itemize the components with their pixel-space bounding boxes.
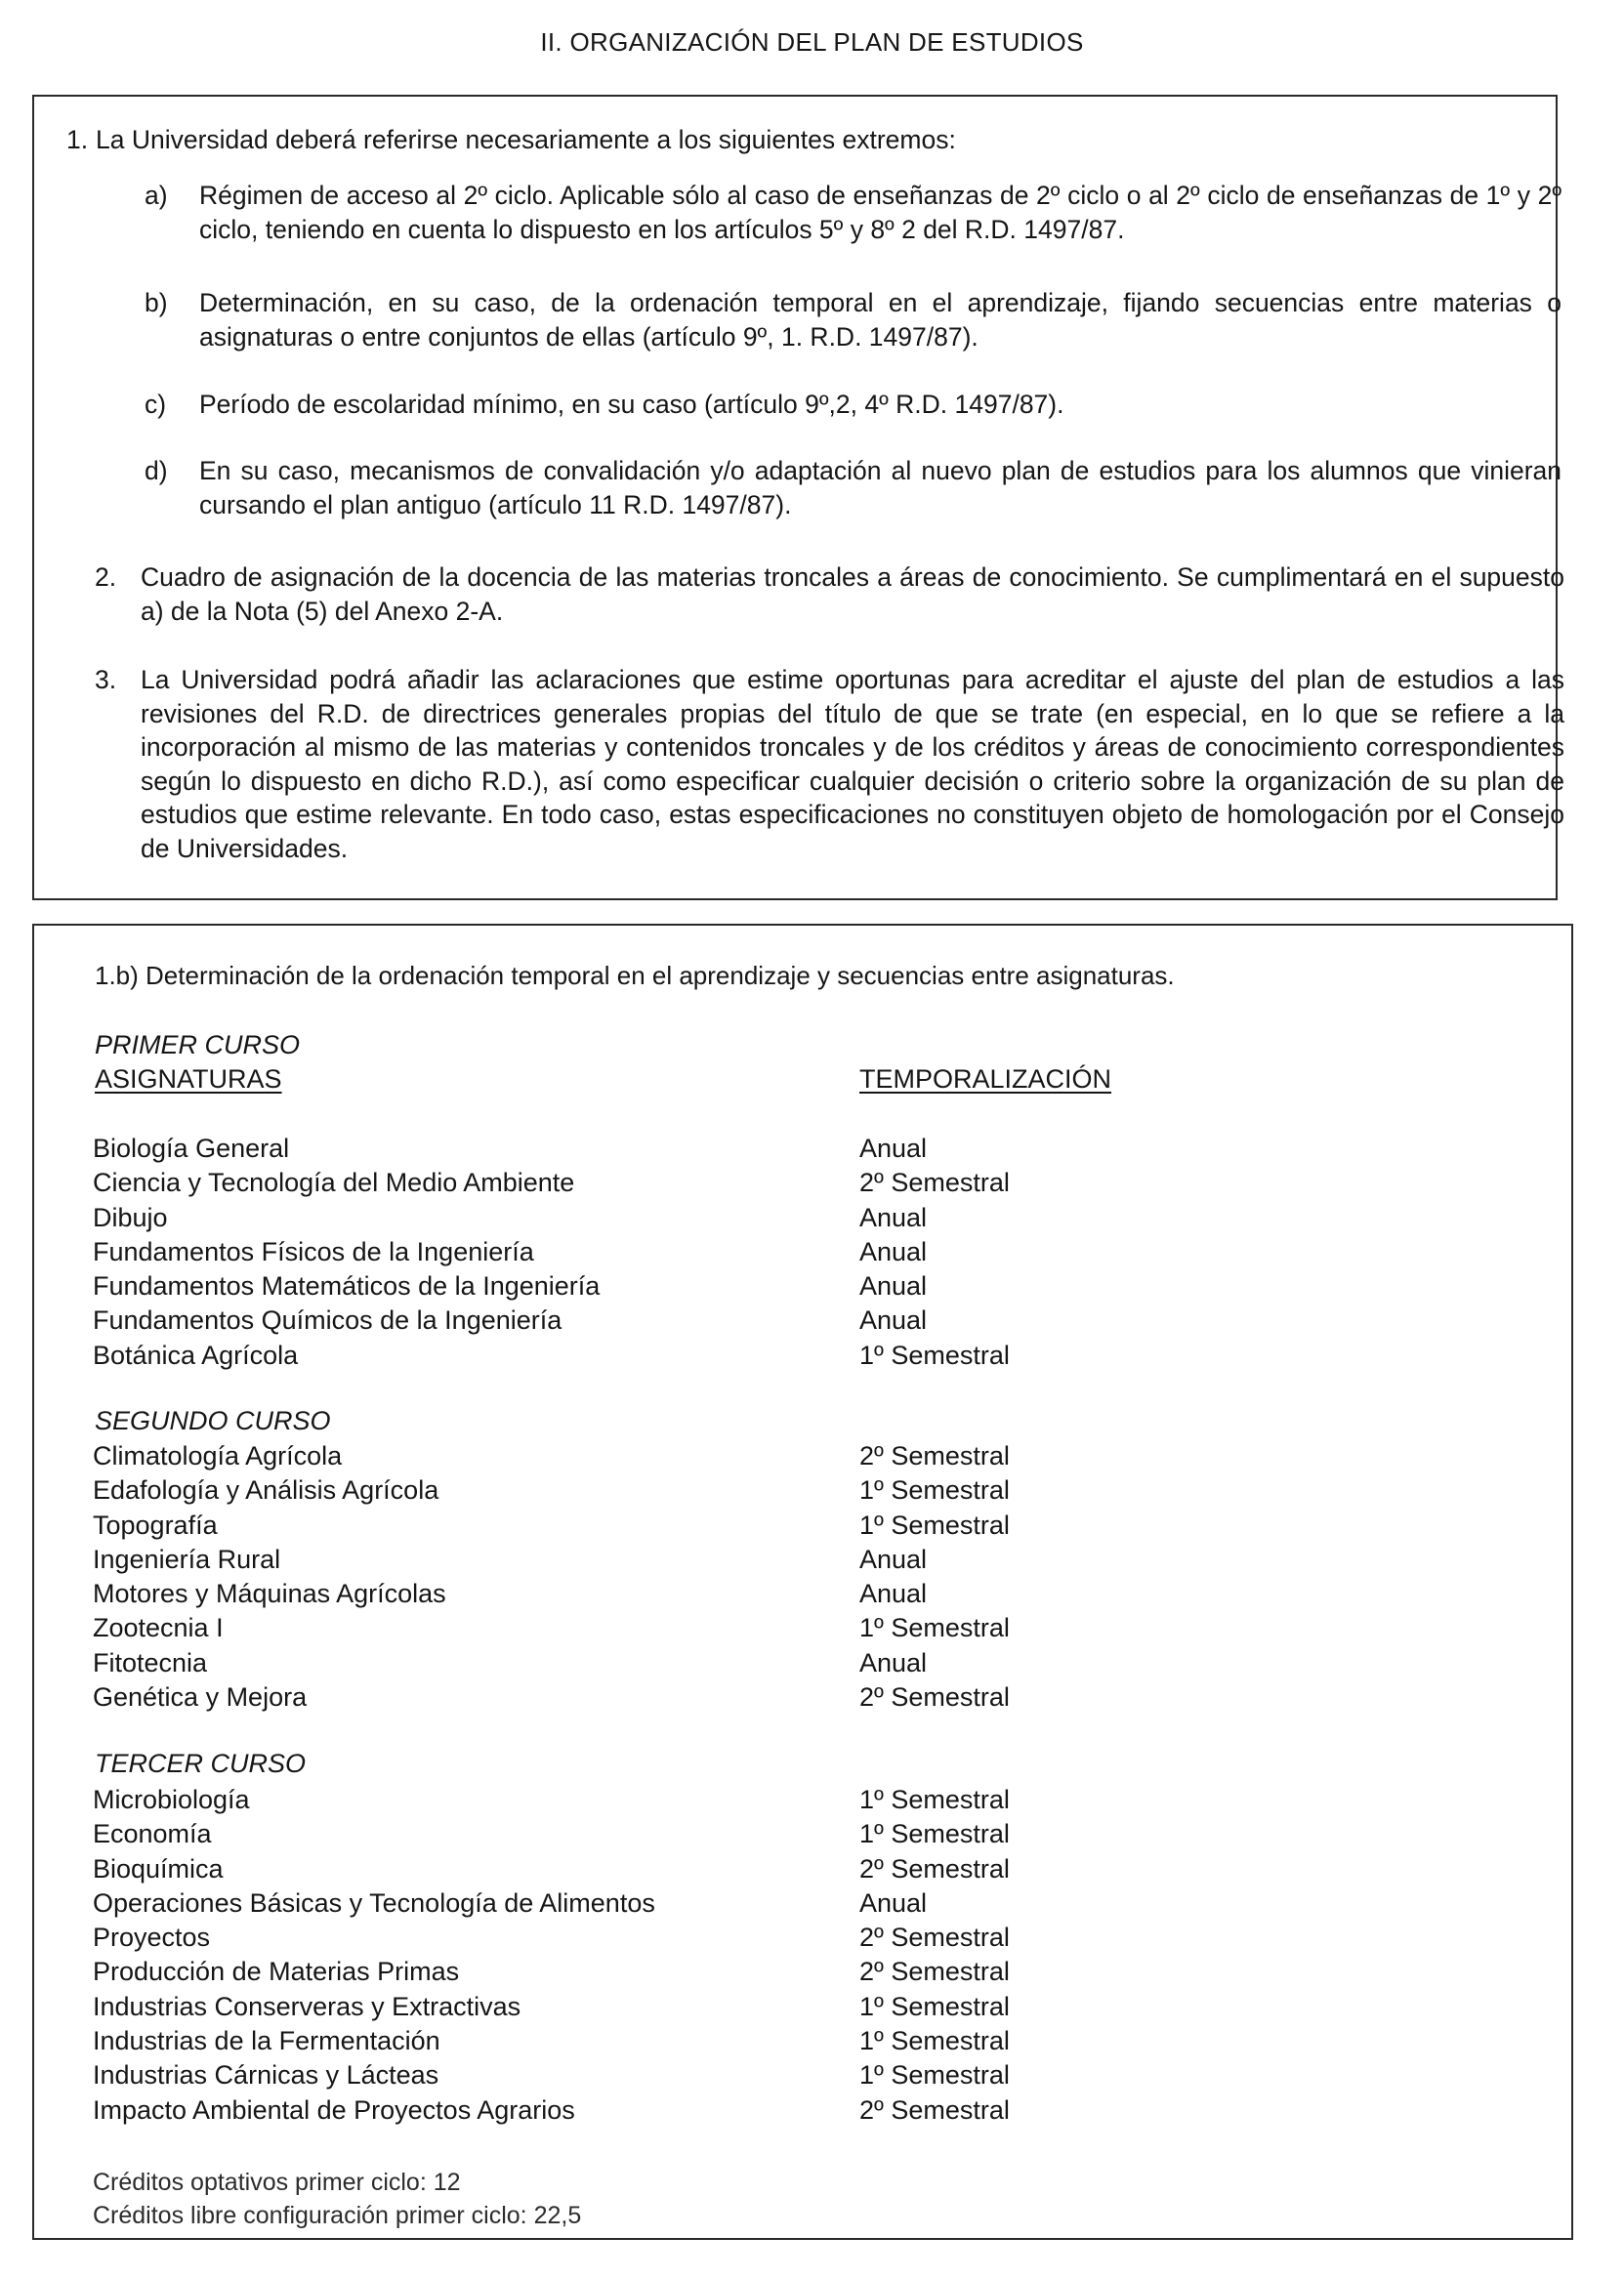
temporalizacion-cell: Anual — [859, 1236, 928, 1266]
asignatura-cell: Fundamentos Matemáticos de la Ingeniería — [93, 1271, 601, 1302]
temporalizacion-cell: 1º Semestral — [859, 1819, 1010, 1849]
subitem-text: Régimen de acceso al 2º ciclo. Aplicable sólo al caso de enseñanzas de 2º ciclo o al 2º ciclo de enseñanzas de 1º y 2º ciclo, teniendo en cuenta lo dispuesto en los artículos 5º y 8º 2 del R.D. 1497/87. — [199, 181, 1562, 244]
temporalizacion-cell: 2º Semestral — [859, 1923, 1010, 1953]
asignatura-cell: Topografía — [93, 1510, 218, 1540]
curso-title: PRIMER CURSO — [95, 1030, 301, 1059]
temporalizacion-cell: Anual — [859, 1647, 928, 1677]
item-text: Cuadro de asignación de la docencia de las materias troncales a áreas de conocimiento. Se cumplimentará en el supuesto a) de la Nota (5) del Anexo 2-A. — [141, 562, 1564, 626]
temporalizacion-cell: 1º Semestral — [859, 1510, 1010, 1540]
asignatura-cell: Economía — [93, 1819, 212, 1849]
temporalizacion-cell: Anual — [859, 1579, 928, 1609]
item-2 — [95, 560, 1564, 628]
temporalizacion-cell: 1º Semestral — [859, 1991, 1010, 2021]
column-header-asignaturas: ASIGNATURAS — [95, 1064, 282, 1094]
asignatura-cell: Bioquímica — [93, 1853, 224, 1884]
temporalizacion-cell: Anual — [859, 1271, 928, 1302]
item-number: 2. — [95, 562, 117, 592]
temporalizacion-cell: 1º Semestral — [859, 1785, 1010, 1814]
temporalizacion-cell: 2º Semestral — [859, 1168, 1010, 1198]
column-header-temporalizacion: TEMPORALIZACIÓN — [859, 1064, 1112, 1094]
item-number: 1. — [66, 125, 89, 154]
creditos-libre-configuracion: Créditos libre configuración primer ciclo: 22,5 — [93, 2202, 582, 2229]
asignatura-cell: Ciencia y Tecnología del Medio Ambiente — [93, 1168, 575, 1198]
temporalizacion-cell: 1º Semestral — [859, 2026, 1010, 2056]
temporalizacion-cell: 2º Semestral — [859, 1682, 1010, 1713]
asignatura-cell: Impacto Ambiental de Proyectos Agrarios — [93, 2094, 575, 2125]
section-heading: 1.b) Determinación de la ordenación temporal en el aprendizaje y secuencias entre asignaturas. — [95, 961, 1175, 990]
ordenacion-box — [32, 924, 1573, 2240]
asignatura-cell: Motores y Máquinas Agrícolas — [93, 1579, 446, 1609]
item-text: La Universidad podrá añadir las aclaraciones que estime oportunas para acreditar el ajuste del plan de estudios a las revisiones del R.D. de directrices generales propias del título de que se trate (en especial, en lo que se refiere a la incorporación al mismo de las materias y contenidos troncales y de los créditos y áreas de conocimiento correspondientes según lo dispuesto en dicho R.D.), así como especificar cualquier decisión o criterio sobre la organización de su plan de estudios que estime relevante. En todo caso, estas especificaciones no constituyen objeto de homologación por el Consejo de Universidades. — [141, 665, 1564, 863]
asignatura-cell: Microbiología — [93, 1785, 250, 1814]
asignatura-cell: Edafología y Análisis Agrícola — [93, 1475, 439, 1506]
temporalizacion-cell: Anual — [859, 1305, 928, 1336]
item-number: 3. — [95, 665, 117, 694]
asignatura-cell: Climatología Agrícola — [93, 1441, 343, 1470]
asignatura-cell: Producción de Materias Primas — [93, 1957, 460, 1987]
item-text: La Universidad deberá referirse necesariamente a los siguientes extremos: — [96, 125, 956, 154]
subitem-letter: b) — [145, 288, 168, 317]
temporalizacion-cell: Anual — [859, 1544, 928, 1574]
asignatura-cell: Fundamentos Químicos de la Ingeniería — [93, 1305, 562, 1336]
temporalizacion-cell: 2º Semestral — [859, 2094, 1010, 2125]
organizacion-box — [32, 95, 1564, 900]
creditos-optativos: Créditos optativos primer ciclo: 12 — [93, 2169, 461, 2196]
curso-title: SEGUNDO CURSO — [95, 1406, 331, 1435]
asignatura-cell: Industrias de la Fermentación — [93, 2026, 440, 2056]
item-1 — [66, 123, 1531, 157]
asignatura-cell: Industrias Conserveras y Extractivas — [93, 1991, 521, 2021]
item-3 — [95, 663, 1564, 865]
temporalizacion-cell: 1º Semestral — [859, 2060, 1010, 2091]
temporalizacion-cell: 2º Semestral — [859, 1853, 1010, 1884]
asignatura-cell: Fundamentos Físicos de la Ingeniería — [93, 1236, 534, 1266]
asignatura-cell: Dibujo — [93, 1202, 168, 1232]
page-title: II. ORGANIZACIÓN DEL PLAN DE ESTUDIOS — [540, 27, 1084, 57]
subitem-b — [145, 286, 1562, 353]
subitem-a — [145, 179, 1562, 246]
subitem-text: Período de escolaridad mínimo, en su caso (artículo 9º,2, 4º R.D. 1497/87). — [199, 390, 1064, 419]
subitem-text: Determinación, en su caso, de la ordenación temporal en el aprendizaje, fijando secuencias entre materias o asignaturas o entre conjuntos de ellas (artículo 9º, 1. R.D. 1497/87). — [199, 288, 1562, 352]
temporalizacion-cell: Anual — [859, 1202, 928, 1232]
temporalizacion-cell: 1º Semestral — [859, 1613, 1010, 1643]
asignatura-cell: Botánica Agrícola — [93, 1340, 299, 1370]
subitem-letter: a) — [145, 181, 168, 210]
subitem-letter: c) — [145, 390, 167, 419]
asignatura-cell: Zootecnia I — [93, 1613, 224, 1643]
subitem-text: En su caso, mecanismos de convalidación y/o adaptación al nuevo plan de estudios para los alumnos que vinieran cursando el plan antiguo (artículo 11 R.D. 1497/87). — [199, 456, 1562, 519]
asignatura-cell: Fitotecnia — [93, 1647, 208, 1677]
asignatura-cell: Ingeniería Rural — [93, 1544, 281, 1574]
subitem-c — [145, 388, 1562, 422]
curso-title: TERCER CURSO — [95, 1749, 307, 1778]
subitem-letter: d) — [145, 456, 168, 485]
temporalizacion-cell: 1º Semestral — [859, 1475, 1010, 1506]
temporalizacion-cell: Anual — [859, 1134, 928, 1163]
asignatura-cell: Proyectos — [93, 1923, 211, 1953]
asignatura-cell: Operaciones Básicas y Tecnología de Alimentos — [93, 1887, 655, 1918]
subitem-d — [145, 454, 1562, 521]
asignatura-cell: Genética y Mejora — [93, 1682, 308, 1713]
temporalizacion-cell: 2º Semestral — [859, 1957, 1010, 1987]
asignatura-cell: Biología General — [93, 1134, 290, 1163]
temporalizacion-cell: 1º Semestral — [859, 1340, 1010, 1370]
temporalizacion-cell: 2º Semestral — [859, 1441, 1010, 1470]
asignatura-cell: Industrias Cárnicas y Lácteas — [93, 2060, 439, 2091]
temporalizacion-cell: Anual — [859, 1887, 928, 1918]
